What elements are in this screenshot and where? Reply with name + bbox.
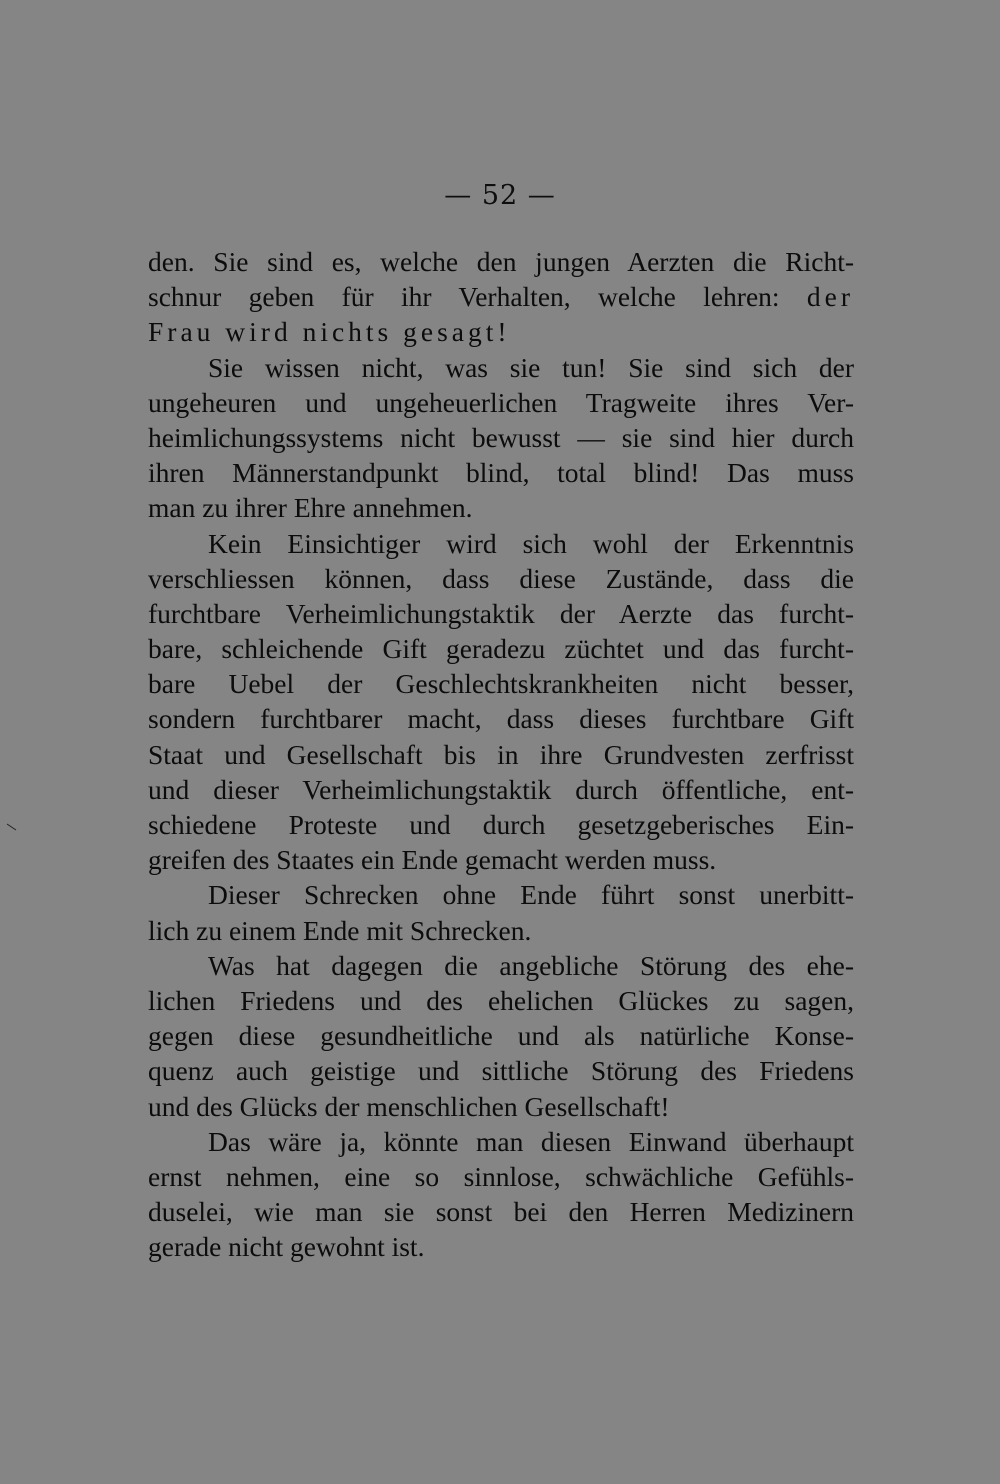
text-line: sondern furchtbarer macht, dass dieses furchtbare Gift [148,703,854,735]
text-line [148,279,854,314]
text-line: und dieser Verheimlichungstaktik durch öffentliche, ent- [148,773,854,805]
spaced-emphasis: der [806,281,855,313]
page-number: — 52 — [444,180,556,211]
text-line: und des Glücks der menschlichen Gesellschaft! [148,1090,670,1122]
text-line: Sie wissen nicht, was sie tun! Sie sind sich der [208,351,854,383]
text-line: Staat und Gesellschaft bis in ihre Grundvesten zerfrisst [148,738,854,770]
text-line: Dieser Schrecken ohne Ende führt sonst unerbitt- [208,879,854,911]
text-line: gerade nicht gewohnt ist. [148,1231,425,1263]
text-line: ihren Männerstandpunkt blind, total blind! Das muss [148,457,854,489]
body-text [148,244,854,1264]
text-line: Was hat dagegen die angebliche Störung des ehe- [208,949,854,981]
text-line: Das wäre ja, könnte man diesen Einwand überhaupt [208,1125,854,1157]
text-line-part: schnur geben für ihr Verhalten, welche lehren: [148,281,780,313]
text-line: Frau wird nichts gesagt! [148,316,511,348]
text-line: bare Uebel der Geschlechtskrankheiten nicht besser, [148,668,854,700]
text-line: Kein Einsichtiger wird sich wohl der Erkenntnis [208,527,854,559]
margin-speck [6,822,18,832]
text-line: ernst nehmen, eine so sinnlose, schwächliche Gefühls- [148,1160,854,1192]
text-line: lichen Friedens und des ehelichen Glückes zu sagen, [148,984,854,1016]
text-line: ungeheuren und ungeheuerlichen Tragweite ihres Ver- [148,386,854,418]
text-line: gegen diese gesundheitliche und als natürliche Konse- [148,1020,854,1052]
text-line: furchtbare Verheimlichungstaktik der Aerzte das furcht- [148,597,854,629]
text-line: greifen des Staates ein Ende gemacht werden muss. [148,844,717,876]
text-line: duselei, wie man sie sonst bei den Herren Medizinern [148,1196,854,1228]
text-line: verschliessen können, dass diese Zustände, dass die [148,562,854,594]
text-line: schiedene Proteste und durch gesetzgeberisches Ein- [148,809,854,840]
text-line: lich zu einem Ende mit Schrecken. [148,914,532,946]
text-line: quenz auch geistige und sittliche Störung des Friedens [148,1055,854,1087]
text-line: heimlichungssystems nicht bewusst — sie sind hier durch [148,421,854,453]
margin-speck-mark [6,822,18,832]
text-line: den. Sie sind es, welche den jungen Aerzten die Richt- [148,246,854,277]
text-line: bare, schleichende Gift geradezu züchtet und das furcht- [148,633,854,665]
text-line: man zu ihrer Ehre annehmen. [148,492,473,524]
